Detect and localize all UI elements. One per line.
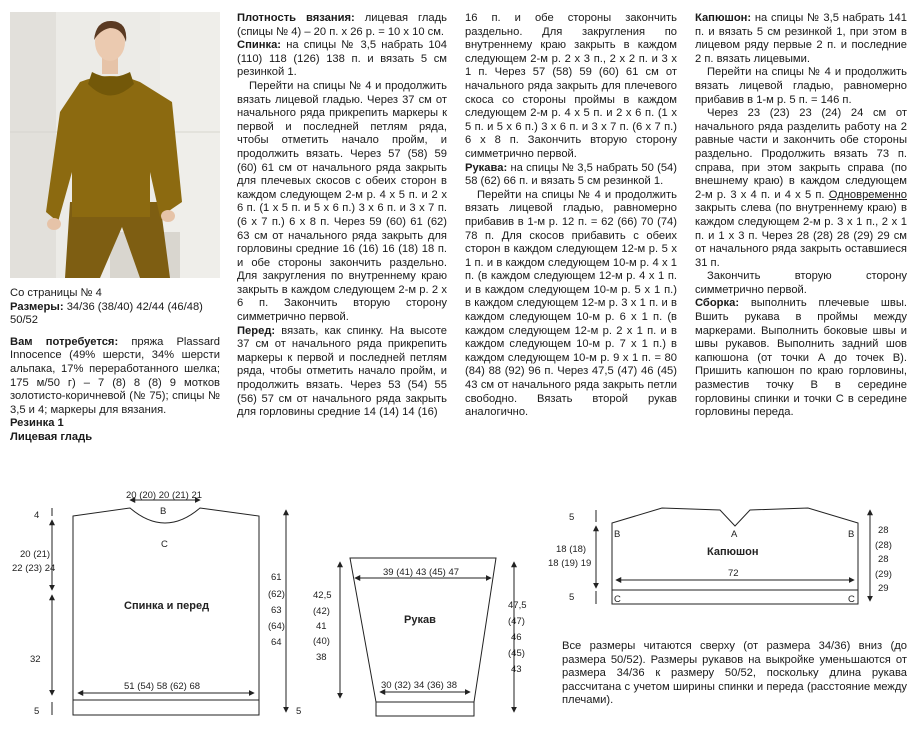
- left-info: [10, 287, 220, 445]
- body-title: Спинка и перед: [124, 600, 210, 612]
- sleeve-title: Рукав: [404, 614, 436, 626]
- column-4: [695, 12, 907, 420]
- hood-width-label: 72: [728, 568, 739, 579]
- body-width-label: 51 (54) 58 (62) 68: [124, 681, 201, 692]
- hood-right-3: (29): [875, 569, 892, 580]
- sleeve-schematic: [340, 558, 514, 716]
- sleeve-labels: [296, 567, 527, 717]
- hood-value: на спицы № 3,5 набрать 141 п. и вязать 5 см резинкой 1, при этом в лицевом ряду первые 2 п. и последние 2 п. вязать лицевыми.: [695, 12, 907, 65]
- back-body: Перейти на спицы № 4 и продолжить вязать лицевой гладью. Через 37 см от начального ряда прикрепить маркеры к первой и последней петлям ряда, чтобы отметить начало пройм, и продолжить вязать. Через 57 (58) 59 (60) 61 см от начального ряда закрыть для плечевых скосов с обеих сторон в каждом следующем 2-м р. 4 х 5 п. и 2 х 6 п. (1 х 5 п. и 5 х 6 п.) 3 х 6 п. и 3 х 7 п. (6 х 7 п.) 6 х 8 п. Через 59 (60) 61 (62) 63 см от начального ряда закрыть для горловины средние 16 (16) 16 (18) 18 п. и обе стороны закончить раздельно. Для закругления по внутреннему краю закрыть в каждом следующем 2-м р. 2 х 6 п. Закончить вторую сторону симметрично первой.: [237, 79, 447, 324]
- sleeve-right-3: (45): [508, 648, 525, 659]
- assembly-label: Сборка:: [695, 297, 740, 310]
- body-side-a-label: 20 (21): [20, 549, 51, 560]
- source-ref: Со страницы № 4: [10, 287, 102, 299]
- hood-point-c-left: C: [614, 594, 621, 605]
- body-height-3: (64): [268, 621, 285, 632]
- sleeve-bottom-label: 30 (32) 34 (36) 38: [381, 680, 458, 691]
- sleeve-top-label: 39 (41) 43 (45) 47: [383, 567, 460, 578]
- body-side-b-label: 22 (23) 24: [12, 563, 56, 574]
- hood-body-1: Перейти на спицы № 4 и продолжить вязать лицевой гладью, равномерно прибавив в 1-м р. 5 п. = 146 п.: [695, 66, 907, 106]
- hood-bottom-label: 5: [569, 592, 575, 603]
- sleeve-value: на спицы № 3,5 набрать 50 (54) 58 (62) 66 п. и вязать 5 см резинкой 1.: [465, 161, 677, 188]
- hood-right-2: 28: [878, 554, 889, 565]
- sleeve-label: Рукава:: [465, 161, 508, 174]
- materials-label: Вам потребуется:: [10, 335, 119, 348]
- body-point-b: B: [160, 506, 167, 517]
- front-label: Перед:: [237, 324, 276, 337]
- density: [237, 12, 447, 39]
- density-value: лицевая гладь (спицы № 4) – 20 п. х 26 р. = 10 х 10 см.: [237, 12, 447, 38]
- body-top-label: 4: [34, 510, 40, 521]
- sizes: [10, 301, 220, 328]
- front-intro: [237, 325, 447, 420]
- sizes-label: Размеры:: [10, 300, 64, 313]
- hood-body-2: [695, 107, 907, 270]
- hood-body-3: Закончить вторую сторону симметрично первой.: [695, 270, 907, 296]
- back-intro: [237, 39, 447, 80]
- front-value: вязать, как спинку. На высоте 37 см от начального ряда прикрепить маркеры к первой и последней петлям ряда, чтобы отметить начало пройм, и продолжить вязать. Через 53 (54) 55 (56) 57 см от начального ряда закрыть для горловины средние 14 (14) 14 (16): [237, 324, 447, 419]
- hood-body-2b: закрыть слева (по внутреннему краю) в каждом следующем 2-м р. 3 х 1 п., 2 х 1 п. и 1 х 3 п. Через 28 (28) 28 (29) 29 см от начального ряда закрыть оставшиеся 31 п.: [695, 202, 907, 269]
- hood-top-label: 5: [569, 512, 575, 523]
- hood-point-c-right: C: [848, 594, 855, 605]
- sleeve-rib: [376, 702, 474, 716]
- body-labels: [12, 490, 285, 717]
- sleeve-body: Перейти на спицы № 4 и продолжить вязать лицевой гладью, равномерно прибавив в 1-м р. 12 п. = 62 (66) 70 (74) 78 п. Для скосов прибавить с обеих сторон в каждом следующем 12-м р. 5 х 1 п. и в каждом следующем 10-м р. 4 х 1 п. (в каждом следующем 12-м р. 4 х 1 п. и в каждом следующем 10-м р. 5 х 1 п.) в каждом следующем 12-м р. 3 х 1 п. и в каждом следующем 10-м р. 6 х 1 п. (в каждом следующем 12-м р. 2 х 1 п. и в каждом следующем 10-м р. 7 х 1 п.) в каждом следующем 10-м р. 9 х 1 п. = 80 (84) 88 (92) 96 п. Через 47,5 (47) 46 (45) 43 см от начального ряда закрыть петли свободно. Вязать второй рукав аналогично.: [465, 188, 677, 419]
- body-shoulder-label: 20 (20) 20 (21) 21: [126, 490, 203, 501]
- body-height-1: (62): [268, 589, 285, 600]
- assembly: [695, 297, 907, 419]
- hood-right-0: 28: [878, 525, 889, 536]
- sleeve-right-4: 43: [511, 664, 522, 675]
- assembly-value: выполнить плечевые швы. Вшить рукава в проймы между маркерами. Выполнить боковые швы и швы рукавов. Выполнить задний шов капюшона (от точки А до точек В). Пришить капюшон по краю горловины, разместив точку В в середине горловины спинки и точки С в середине горловины переда.: [695, 297, 907, 419]
- hood-point-a: A: [731, 529, 738, 540]
- hood-point-b-left: B: [614, 529, 621, 540]
- density-label: Плотность вязания:: [237, 12, 355, 24]
- sleeve-rib-label: 5: [296, 706, 302, 717]
- sleeve-left-2: 41: [316, 621, 327, 632]
- sleeve-left-4: 38: [316, 652, 327, 663]
- sizes-value: 34/36 (38/40) 42/44 (46/48) 50/52: [10, 300, 203, 327]
- hood-left-b-label: 18 (19) 19: [548, 558, 592, 569]
- hood-intro: [695, 12, 907, 66]
- body-height-2: 63: [271, 605, 282, 616]
- hood-simultaneously: Одновременно: [828, 188, 908, 201]
- size-note: Все размеры читаются сверху (от размера 34/36) вниз (до размера 50/52). Размеры рукавов на выкройке уменьшаются от размера 34/36 к размеру 50/52, поскольку длина рукава рассчитана с учетом ширины спинки и переда (расстояние между плечами).: [562, 640, 907, 707]
- sleeve-left-3: (40): [313, 636, 330, 647]
- model-photo: [10, 12, 220, 278]
- sleeve-intro: [465, 162, 677, 189]
- hood-label: Капюшон:: [695, 12, 752, 24]
- hood-right-4: 29: [878, 583, 889, 594]
- back-value: на спицы № 3,5 набрать 104 (110) 118 (126) 138 п. и вязать 5 см резинкой 1.: [237, 39, 447, 79]
- body-32-label: 32: [30, 654, 41, 665]
- body-height-0: 61: [271, 572, 282, 583]
- body-rib-label: 5: [34, 706, 40, 717]
- sleeve-left-0: 42,5: [313, 590, 332, 601]
- rib-title: Резинка 1: [10, 417, 64, 430]
- materials: [10, 336, 220, 418]
- hood-title: Капюшон: [707, 546, 759, 558]
- hood-point-b-right: B: [848, 529, 855, 540]
- materials-value: пряжа Plassard Innocence (49% шерсти, 34% шерсти альпака, 17% переработанного шелка; 175 м/50 г) – 7 (8) 8 (8) 9 мотков золотисто-коричневой (№ 75); спицы № 3,5 и 4; маркеры для вязания.: [10, 335, 221, 416]
- column-2: [237, 12, 447, 420]
- hood-left-a-label: 18 (18): [556, 544, 587, 555]
- sleeve-right-0: 47,5: [508, 600, 527, 611]
- sleeve-left-1: (42): [313, 606, 330, 617]
- back-label: Спинка:: [237, 39, 282, 52]
- front-continued: 16 п. и обе стороны закончить раздельно. Для закругления по внутреннему краю закрыть в каждом следующем 2-м р. 2 х 3 п., 2 х 2 п. и 3 х 1 п. Через 57 (58) 59 (60) 61 см от начального ряда закрыть для плечевого скоса со стороны проймы в каждом следующем 2-м р. 4 х 5 п. и 2 х 6 п. (1 х 5 п. и 5 х 6 п.) 3 х 6 п. и 3 х 7 п. (6 х 7 п.) 6 х 8 п. Закончить вторую сторону симметрично первой.: [465, 12, 677, 160]
- stockinette-title: Лицевая гладь: [10, 430, 93, 443]
- body-height-4: 64: [271, 637, 282, 648]
- sleeve-right-1: (47): [508, 616, 525, 627]
- hood-body-2a: Через 23 (23) 23 (24) 24 см от начального ряда разделить работу на 2 равные части и закончить обе стороны раздельно. Продолжить вязать 73 п. справа, при этом закрыть справа (по внешнему краю) в каждом следующем 2-м р. 3 х 4 п. и 4 х 5 п.: [695, 107, 907, 201]
- column-3: [465, 12, 677, 420]
- model-photo-drawing: [10, 12, 220, 278]
- body-point-c: C: [161, 539, 168, 550]
- sleeve-right-2: 46: [511, 632, 522, 643]
- hood-labels: [548, 512, 892, 605]
- hood-right-1: (28): [875, 540, 892, 551]
